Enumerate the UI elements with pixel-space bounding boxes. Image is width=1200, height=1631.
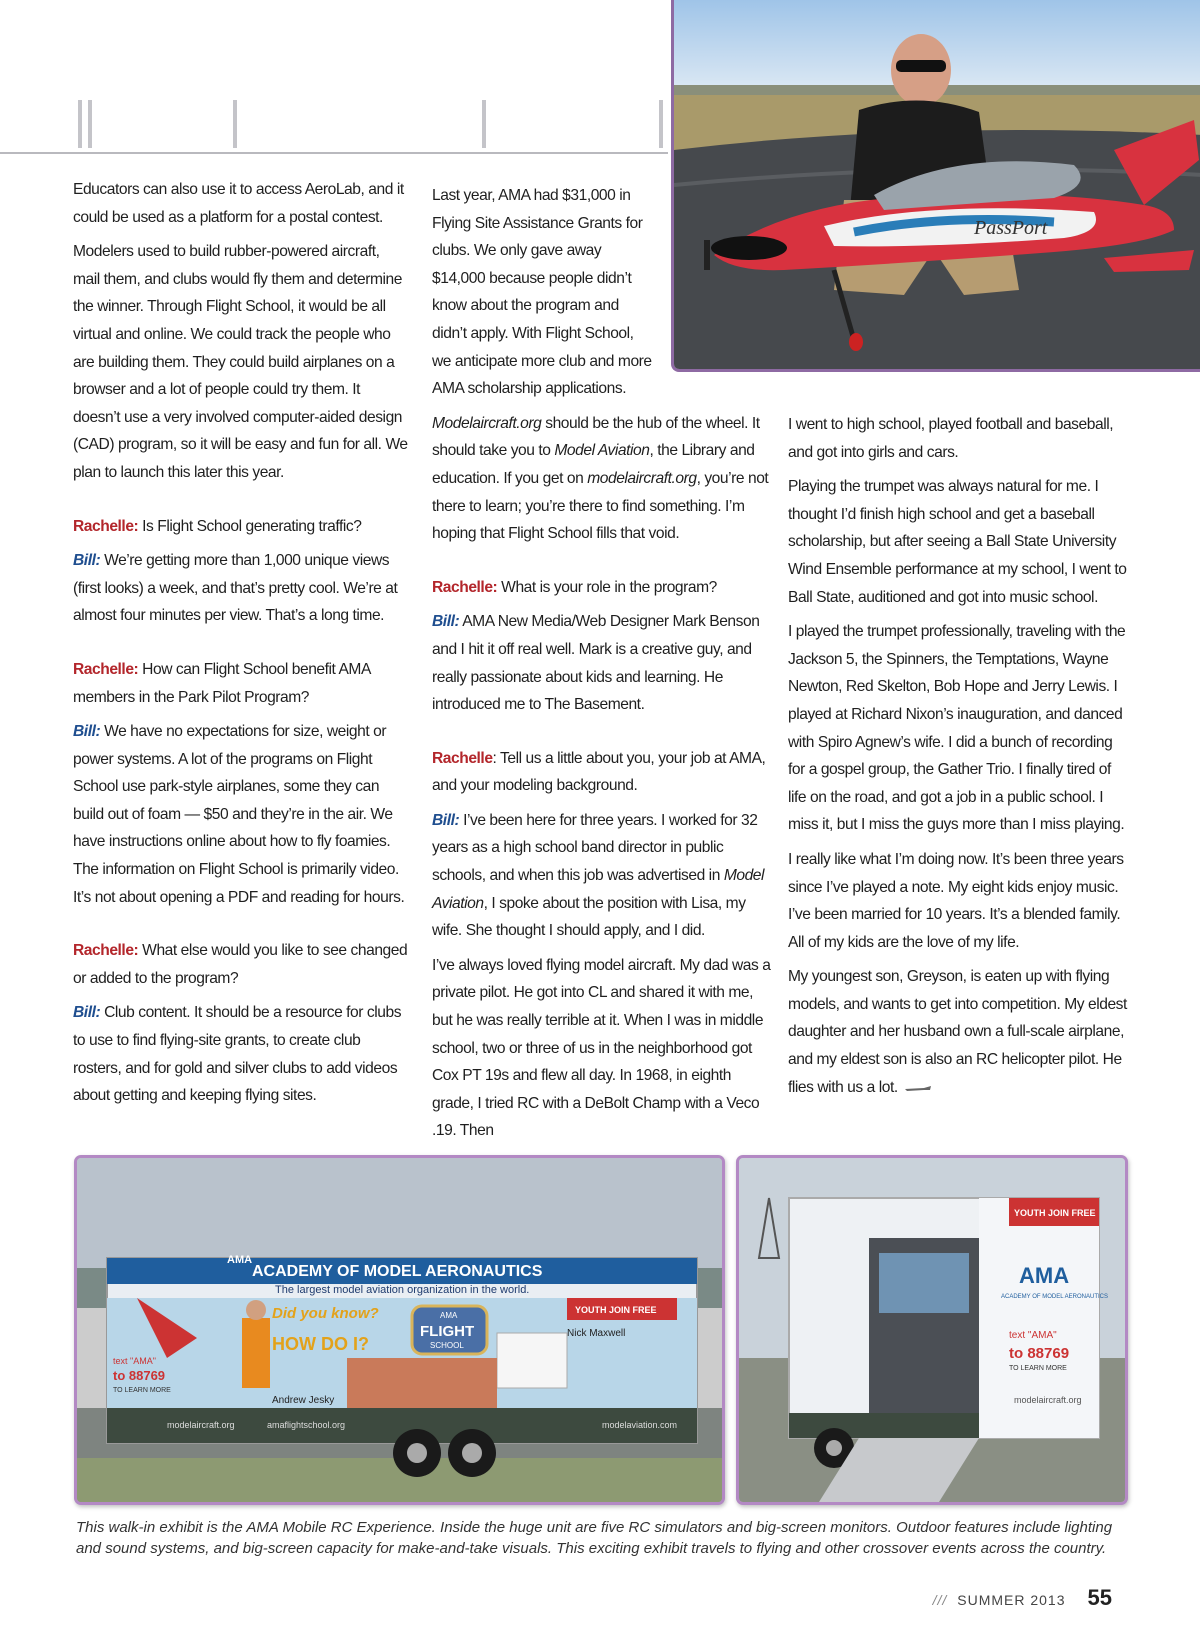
page-number: 55 <box>1087 1585 1112 1610</box>
question-text: How can Flight School benefit AMA members in the Park Pilot Program? <box>73 660 371 706</box>
col1-paragraph-1: Educators can also use it to access AeroLab, and it could be used as a platform for a postal contest. <box>73 181 404 226</box>
link-text: Modelaircraft.org <box>432 414 542 432</box>
header-bar-3 <box>233 100 237 148</box>
publication-title: Model Aviation <box>432 867 765 912</box>
body-text: , you’re not there to learn; you’re there to find something. I’m hoping that Flight School fills that void. <box>432 469 769 543</box>
answer-text: Club content. It should be a resource for clubs to use to find flying-site grants, to create club rosters, and for gold and silver clubs to add videos about getting and keeping flying sites. <box>73 1004 402 1105</box>
answer-background <box>432 807 772 945</box>
header-rule <box>0 152 668 154</box>
question-text: What else would you like to see changed or added to the program? <box>73 942 408 987</box>
answer-text: We have no expectations for size, weight or power systems. A lot of the programs on Flight School use park-style airplanes, some they can build out of foam — $50 and they’re in the air. We have instructions online about how to fly foamies. The information on Flight School is primarily video. It’s not about opening a PDF and reading for hours. <box>73 723 405 906</box>
interviewer-label: Rachelle <box>432 749 493 767</box>
col2-paragraph-1-text: Last year, AMA had $31,000 in Flying Site Assistance Grants for clubs. We only gave away $14,000 because people didn’t know about the program and didn’t apply. With Flight School, we anticipate more club and more AMA scholarship applications. <box>432 187 652 398</box>
flight-school-logo-sub: SCHOOL <box>430 1341 464 1350</box>
col3-paragraph-5-text: My youngest son, Greyson, is eaten up with flying models, and wants to get into competition. My eldest daughter and her husband own a full-scale airplane, and my eldest son is also an RC helicopter pilot. He flies with us a lot. <box>788 968 1127 1096</box>
person-1-name: Andrew Jesky <box>272 1395 335 1406</box>
publication-title: Model Aviation <box>554 442 650 460</box>
col2-paragraph-1 <box>432 182 656 403</box>
answer-park-pilot <box>73 718 408 911</box>
interviewer-label: Rachelle: <box>432 578 498 596</box>
interviewee-label: Bill: <box>73 1004 101 1022</box>
question-text: Is Flight School generating traffic? <box>138 517 362 535</box>
page-folio <box>933 1585 1112 1611</box>
flight-school-logo-main: FLIGHT <box>420 1323 475 1340</box>
link-text: modelaircraft.org <box>587 469 697 487</box>
photo-trailer-open-art <box>739 1158 1125 1502</box>
did-you-know-text: Did you know? <box>272 1305 379 1322</box>
col3-paragraph-5 <box>788 963 1128 1101</box>
photo-trailer-side-art <box>77 1158 722 1502</box>
trailer-ama-badge: AMA <box>227 1254 253 1266</box>
question-background <box>432 745 772 800</box>
column-1 <box>73 176 408 1117</box>
header-bar-4 <box>482 100 486 148</box>
interviewee-label: Bill: <box>432 613 460 631</box>
learn-more-text: TO LEARN MORE <box>113 1387 171 1394</box>
end-mark-plane-icon <box>904 1083 932 1093</box>
how-do-i-text: HOW DO I? <box>272 1334 369 1354</box>
column-3 <box>788 411 1128 1108</box>
col3-paragraph-3: I played the trumpet professionally, traveling with the Jackson 5, the Spinners, the Temptations, Wayne Newton, Red Skelton, Bob Hope and Jerry Lewis. I played at Richard Nixon’s inauguration, and danced with Spiro Agnew’s wife. I did a bunch of recording for a gospel group, the Gather Trio. I finally tired of life on the road, and got a job in a public school. I miss it, but I miss the guys more than I miss playing. <box>788 623 1126 834</box>
trailer-banner-text: ACADEMY OF MODEL AERONAUTICS <box>252 1263 543 1280</box>
interviewer-label: Rachelle: <box>73 942 139 960</box>
header-bar-1 <box>78 100 82 148</box>
answer-traffic <box>73 547 408 630</box>
col3-paragraph-1: I went to high school, played football and baseball, and got into girls and cars. <box>788 416 1114 461</box>
photo-caption: This walk-in exhibit is the AMA Mobile RC Experience. Inside the huge unit are five RC simulators and big-screen monitors. Outdoor features include lighting and sound systems, and big-screen capacity for make-and-take visuals. This exciting exhibit travels to flying and other crossover events across the country. <box>76 1519 1113 1557</box>
interviewee-label: Bill: <box>73 723 101 741</box>
issue-date: SUMMER 2013 <box>957 1592 1066 1608</box>
url-flight-school: amaflightschool.org <box>267 1420 346 1430</box>
question-traffic <box>73 513 408 541</box>
col2-paragraph-3: I’ve always loved flying model aircraft. My dad was a private pilot. He got into CL and shared it with me, but he was really terrible at it. When I was in middle school, two or three of us in the neighborhood got Cox PT 19s and flew all day. In 1968, in eighth grade, I tried RC with a DeBolt Champ with a Veco .19. Then <box>432 956 771 1140</box>
url-modelaircraft: modelaircraft.org <box>167 1420 235 1430</box>
learn-more-text: TO LEARN MORE <box>1009 1365 1067 1372</box>
plane-name-text: PassPort <box>974 217 1048 239</box>
text-ama-text: text "AMA" <box>113 1356 156 1366</box>
interviewer-label: Rachelle: <box>73 517 139 535</box>
answer-role <box>432 608 772 718</box>
col1-paragraph-2: Modelers used to build rubber-powered aircraft, mail them, and clubs would fly them and determine the winner. Through Flight School, it would be all virtual and online. We could track the people who are building them. They could build airplanes on a browser and a lot of people could try them. It doesn’t use a very involved computer-aided design (CAD) program, so it will be easy and fun for all. We plan to launch this later this year. <box>73 243 408 481</box>
interviewer-label: Rachelle: <box>73 660 139 678</box>
answer-changes <box>73 999 408 1109</box>
url-modelaircraft: modelaircraft.org <box>1014 1395 1082 1405</box>
sms-number-text: to 88769 <box>113 1368 166 1383</box>
header-bar-2 <box>88 100 92 148</box>
interviewee-label: Bill: <box>432 811 460 829</box>
photo-trailer-side <box>74 1155 725 1505</box>
body-text: , the Library and education. If you get on <box>432 442 755 487</box>
col3-paragraph-2: Playing the trumpet was always natural for me. I thought I’d finish high school and get a baseball scholarship, but after seeing a Ball State University Wind Ensemble performance at my school, I went to Ball State, auditioned and got into music school. <box>788 478 1127 606</box>
ama-sub-text: ACADEMY OF MODEL AERONAUTICS <box>1001 1294 1109 1300</box>
question-text: What is your role in the program? <box>497 578 717 596</box>
flight-school-logo-top: AMA <box>440 1311 458 1320</box>
col2-paragraph-2 <box>432 410 772 548</box>
interviewee-label: Bill: <box>73 552 101 570</box>
answer-text: , I spoke about the position with Lisa, my wife. She thought I should apply, and I did. <box>432 894 746 940</box>
ama-logo-text: AMA <box>1019 1263 1070 1288</box>
question-role <box>432 574 772 602</box>
person-2-name: Nick Maxwell <box>567 1328 626 1339</box>
url-model-aviation: modelaviation.com <box>602 1420 678 1430</box>
answer-text: I’ve been here for three years. I worked for 32 years as a high school band director in public schools, and when this job was advertised in <box>432 811 758 885</box>
question-text: : Tell us a little about you, your job at AMA, and your modeling background. <box>432 749 766 795</box>
text-ama-text: text "AMA" <box>1009 1330 1057 1341</box>
question-park-pilot <box>73 656 408 711</box>
column-2 <box>432 182 772 1152</box>
col3-paragraph-4: I really like what I’m doing now. It’s been three years since I’ve played a note. My eight kids enjoy music. I’ve been married for 10 years. It’s a blended family. All of my kids are the love of my life. <box>788 850 1124 951</box>
trailer-tagline-text: The largest model aviation organization in the world. <box>275 1284 530 1296</box>
answer-text: We’re getting more than 1,000 unique views (first looks) a week, and that’s pretty cool. We’re at almost four minutes per view. That’s a long time. <box>73 552 398 625</box>
photo-trailer-open <box>736 1155 1128 1505</box>
question-changes <box>73 937 408 992</box>
body-text: should be the hub of the wheel. It should take you to <box>432 414 760 460</box>
youth-join-free-text: YOUTH JOIN FREE <box>1014 1208 1096 1218</box>
sms-number-text: to 88769 <box>1009 1345 1070 1362</box>
folio-slashes: /// <box>932 1592 948 1608</box>
header-bar-5 <box>659 100 663 148</box>
answer-text: AMA New Media/Web Designer Mark Benson and I hit it off real well. Mark is a creative guy, and really passionate about kids and learning. He introduced me to The Basement. <box>432 613 760 714</box>
youth-join-free-text: YOUTH JOIN FREE <box>575 1305 657 1315</box>
